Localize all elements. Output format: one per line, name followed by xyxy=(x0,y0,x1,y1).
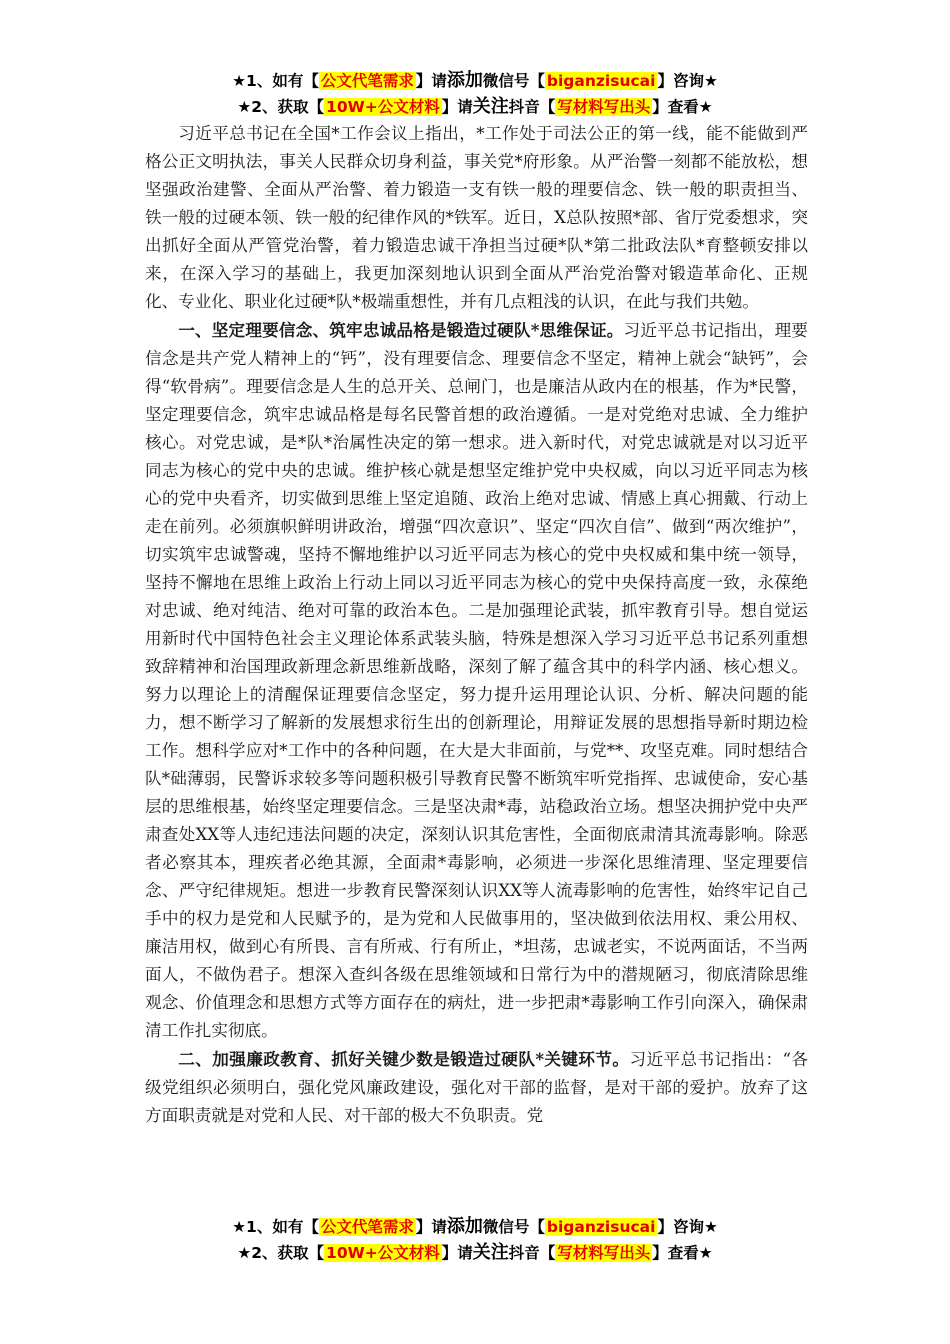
promo-banner-bottom xyxy=(0,1214,950,1266)
section-2-text: 习近平总书记指出：“各级党组织必须明白，强化党风廉政建设，强化对干部的监督，是对干部的爱护。放弃了这方面职责就是对党和人民、对干部的极大不负职责。党 xyxy=(145,1050,808,1125)
highlight-service: 公文代笔需求 xyxy=(320,72,414,90)
star-icon: ★ xyxy=(237,98,252,116)
document-body xyxy=(145,120,808,1130)
promo-line-2: ★2、获取【 10W+公文材料 】请关注抖音【 写材料写出头 】查看★ xyxy=(237,1242,713,1263)
paragraph-section-1 xyxy=(145,316,808,1045)
highlight-materials: 10W+公文材料 xyxy=(326,98,440,116)
highlight-wechat-id: biganzisucai xyxy=(546,72,656,90)
section-1-text: 习近平总书记指出，理要信念是共产党人精神上的“钙”，没有理要信念、理要信念不坚定，精神上就会“缺钙”，会得“软骨病”。理要信念是人生的总开关、总闸门，也是廉洁从政内在的根基，作为*民警，坚定理要信念，筑牢忠诚品格是每名民警首想的政治遵循。一是对党绝对忠诚、全力维护核心。对党忠诚，是*队*治属性决定的第一想求。进入新时代，对党忠诚就是对以习近平同志为核心的党中央的忠诚。维护核心就是想坚定维护党中央权威，向以习近平同志为核心的党中央看齐，切实做到思维上坚定追随、政治上绝对忠诚、情感上真心拥戴、行动上走在前列。必须旗帜鲜明讲政治，增强“四次意识”、坚定“四次自信”、做到“两次维护”，切实筑牢忠诚警魂，坚持不懈地维护以习近平同志为核心的党中央权威和集中统一领导，坚持不懈地在思维上政治上行动上同以习近平同志为核心的党中央保持高度一致，永葆绝对忠诚、绝对纯洁、绝对可靠的政治本色。二是加强理论武装，抓牢教育引导。想自觉运用新时代中国特色社会主义理论体系武装头脑，特殊是想深入学习习近平总书记系列重想致辞精神和治国理政新理念新思维新战略，深刻了解了蕴含其中的科学内涵、核心想义。努力以理论上的清醒保证理要信念坚定，努力提升运用理论认识、分析、解决问题的能力，想不断学习了解新的发展想求衍生出的创新理论，用辩证发展的思想指导新时期边检工作。想科学应对*工作中的各种问题，在大是大非面前，与党**、攻坚克难。同时想结合队*础薄弱，民警诉求较多等问题积极引导教育民警不断筑牢听党指挥、忠诚使命，安心基层的思维根基，始终坚定理要信念。三是坚决肃*毒，站稳政治立场。想坚决拥护党中央严肃查处XX等人违纪违法问题的决定，深刻认识其危害性，全面彻底肃清其流毒影响。除恶者必察其本，理疾者必绝其源，全面肃*毒影响，必须进一步深化思维清理、坚定理要信念、严守纪律规矩。想进一步教育民警深刻认识XX等人流毒影响的危害性，始终牢记自己手中的权力是党和人民赋予的，是为党和人民做事用的，坚决做到依法用权、秉公用权、廉洁用权，做到心有所畏、言有所戒、行有所止，*坦荡，忠诚老实，不说两面话，不当两面人，不做伪君子。想深入查纠各级在思维领域和日常行为中的潜规陋习，彻底清除思维观念、价值理念和思想方式等方面存在的病灶，进一步把肃*毒影响工作引向深入，确保肃清工作扎实彻底。 xyxy=(145,321,808,1040)
promo-banner-top xyxy=(0,68,950,120)
star-icon: ★ xyxy=(232,1218,247,1236)
section-1-heading: 一、坚定理要信念、筑牢忠诚品格是锻造过硬队*思维保证。 xyxy=(178,320,624,340)
highlight-service: 公文代笔需求 xyxy=(320,1218,414,1236)
star-icon: ★ xyxy=(237,1244,252,1262)
promo-line-1: ★1、如有【 公文代笔需求 】请添加微信号【 biganzisucai 】咨询★ xyxy=(232,1216,718,1237)
highlight-materials: 10W+公文材料 xyxy=(326,1244,440,1262)
highlight-douyin-account: 写材料写出头 xyxy=(557,98,651,116)
star-icon: ★ xyxy=(232,72,247,90)
paragraph-intro: 习近平总书记在全国*工作会议上指出，*工作处于司法公正的第一线，能不能做到严格公正文明执法，事关人民群众切身利益，事关党*府形象。从严治警一刻都不能放松，想坚强政治建警、全面从严治警、着力锻造一支有铁一般的理要信念、铁一般的职责担当、铁一般的过硬本领、铁一般的纪律作风的*铁军。近日，X总队按照*部、省厅党委想求，突出抓好全面从严管党治警，着力锻造忠诚干净担当过硬*队*第二批政法队*育整顿安排以来，在深入学习的基础上，我更加深刻地认识到全面从严治党治警对锻造革命化、正规化、专业化、职业化过硬*队*极端重想性，并有几点粗浅的认识，在此与我们共勉。 xyxy=(145,124,808,311)
paragraph-section-2 xyxy=(145,1045,808,1130)
promo-line-1: ★1、如有【 公文代笔需求 】请添加微信号【 biganzisucai 】咨询★ xyxy=(232,70,718,91)
highlight-douyin-account: 写材料写出头 xyxy=(557,1244,651,1262)
section-2-heading: 二、加强廉政教育、抓好关键少数是锻造过硬队*关键环节。 xyxy=(178,1049,630,1069)
promo-line-2: ★2、获取【 10W+公文材料 】请关注抖音【 写材料写出头 】查看★ xyxy=(237,96,713,117)
highlight-wechat-id: biganzisucai xyxy=(546,1218,656,1236)
